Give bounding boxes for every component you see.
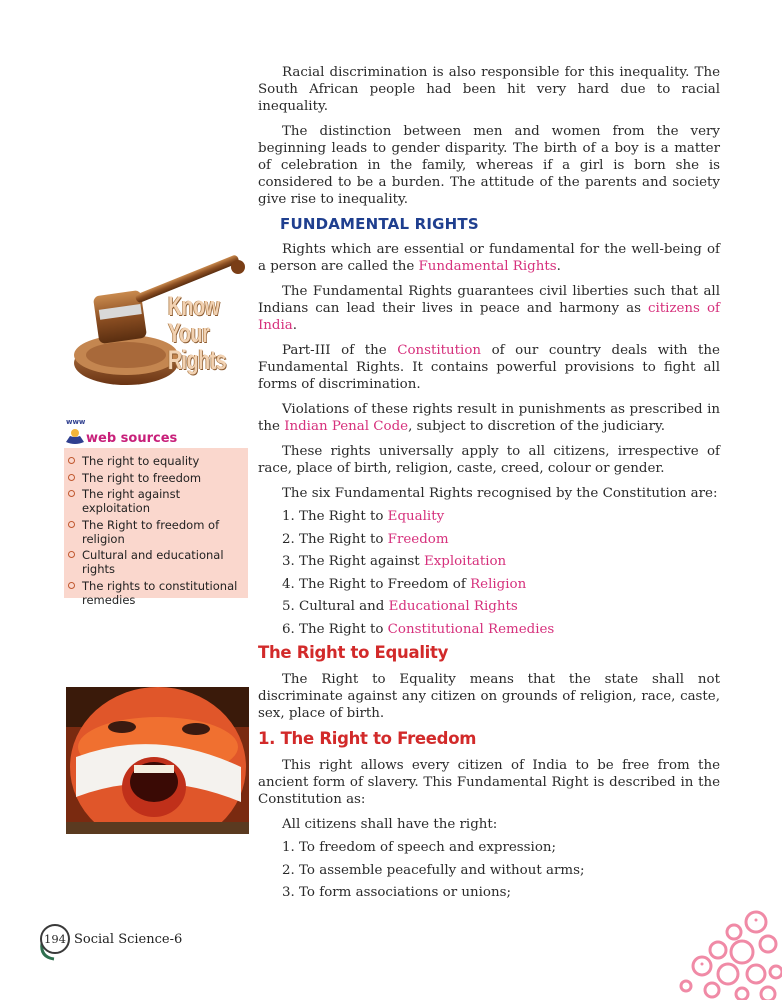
fundamental-rights-heading: FUNDAMENTAL RIGHTS [280, 215, 479, 233]
bullet-icon [68, 521, 75, 528]
list-item: 1. The Right to Equality [282, 509, 445, 524]
page-footer [36, 921, 236, 961]
paragraph-freedom-intro: All citizens shall have the right: [282, 816, 498, 832]
keyword-citizens-of-india: citizens of India [258, 301, 720, 333]
keyword-indian-penal-code: Indian Penal Code [284, 419, 409, 434]
bullet-icon [68, 582, 75, 589]
paragraph-gender-disparity: The distinction between men and women from the very beginning leads to gender disparity. The birth of a boy is a matter of celebration in the family, whereas if a girl is born she is considered to be a burden. The attitude of the parents and society give rise to inequality. [258, 124, 720, 207]
right-to-equality-heading: The Right to Equality [258, 642, 449, 662]
paragraph-fundamental-definition: Rights which are essential or fundamental for the well-being of a person are called the Fundamental Rights. [258, 242, 720, 274]
paragraph-violations: Violations of these rights result in punishments as prescribed in the Indian Penal Code, subject to discretion of the judiciary. [258, 402, 720, 434]
paragraph-racial-discrimination: Racial discrimination is also responsible for this inequality. The South African people had been hit very hard due to racial inequality. [258, 65, 720, 114]
list-item: 1. To freedom of speech and expression; [282, 839, 557, 855]
paragraph-civil-liberties: The Fundamental Rights guarantees civil liberties such that all Indians can lead their lives in peace and harmony as citizens of India. [258, 284, 720, 333]
book-title: Social Science-6 [74, 932, 183, 947]
list-item: 6. The Right to Constitutional Remedies [282, 621, 555, 637]
list-item: 3. To form associations or unions; [282, 885, 511, 901]
paragraph-freedom: This right allows every citizen of India to be free from the ancient form of slavery. This Fundamental Right is described in the Constitution as: [258, 757, 720, 807]
main-column [258, 64, 720, 907]
web-sources-header [62, 420, 222, 448]
right-to-freedom-heading: 1. The Right to Freedom [258, 728, 477, 748]
decorative-circles-icon [672, 904, 782, 1000]
paragraph-six-rights: The six Fundamental Rights recognised by the Constitution are: [282, 486, 718, 501]
keyword-constitution: Constitution [397, 343, 482, 358]
paragraph-part-three: Part-III of the Constitution of our country deals with the Fundamental Rights. It contains powerful provisions to fight all forms of discrimination. [258, 343, 720, 392]
web-source-link[interactable]: The right to freedom [68, 471, 244, 485]
know-your-rights-text: Know Your Rights [168, 291, 227, 375]
list-item: 2. The Right to Freedom [282, 531, 449, 547]
bullet-icon [68, 490, 75, 497]
list-item: 3. The Right against Exploitation [282, 554, 507, 570]
web-source-link[interactable]: The right against exploitation [68, 487, 244, 515]
paragraph-equality: The Right to Equality means that the state shall not discriminate against any citizen on grounds of religion, race, caste, sex, place of birth. [258, 671, 720, 721]
paragraph-universal-apply: These rights universally apply to all citizens, irrespective of race, place of birth, religion, caste, creed, colour or gender. [258, 444, 720, 476]
list-item: 2. To assemble peacefully and without arms; [282, 862, 585, 878]
web-source-link[interactable]: Cultural and educational rights [68, 548, 244, 576]
web-sources-list [64, 448, 248, 607]
painted-face-photo [66, 687, 249, 834]
web-source-link[interactable]: The rights to constitutional remedies [68, 579, 244, 607]
six-rights-list [258, 508, 720, 638]
web-source-link[interactable]: The right to equality [68, 454, 244, 468]
web-sources-title: web sources [86, 431, 178, 446]
freedom-list [258, 839, 720, 901]
web-source-link[interactable]: The Right to freedom of religion [68, 518, 244, 546]
web-sources-box [64, 448, 248, 607]
page-number: 194 [40, 924, 70, 954]
bullet-icon [68, 457, 75, 464]
www-label: www [66, 418, 86, 426]
keyword-fundamental-rights: Fundamental Rights [418, 259, 557, 274]
list-item: 5. Cultural and Educational Rights [282, 599, 518, 615]
bullet-icon [68, 474, 75, 481]
list-item: 4. The Right to Freedom of Religion [282, 576, 527, 592]
bullet-icon [68, 551, 75, 558]
